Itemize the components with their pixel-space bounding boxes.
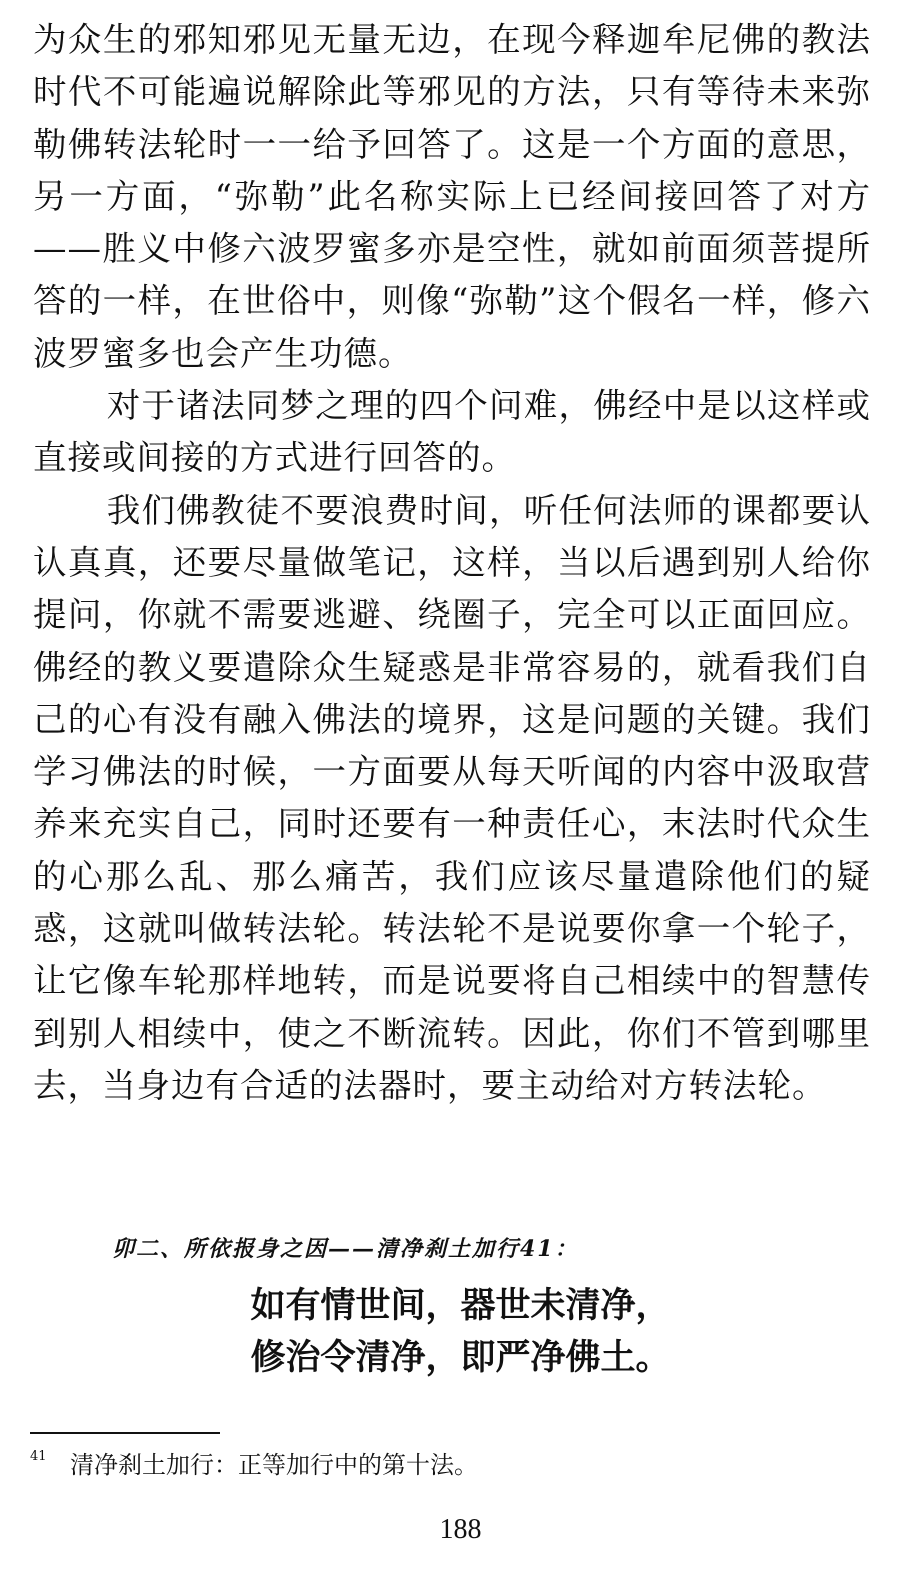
footnote-divider: [30, 1432, 220, 1434]
verse-line-2: 修治令清净，即严净佛土。: [250, 1337, 671, 1378]
paragraph-1: 为众生的邪知邪见无量无边，在现今释迦牟尼佛的教法时代不可能遍说解除此等邪见的方法，只有等待未来弥勒佛转法轮时一一给予回答了。这是一个方面的意思，另一方面，“弥勒”此名称实际上已经间接回答了对方——胜义中修六波罗蜜多亦是空性，就如前面须菩提所答的一样，在世俗中，则像“弥勒”这个假名一样，修六波罗蜜多也会产生功德。: [33, 20, 871, 373]
verse-block: [0, 1280, 921, 1384]
verse-line-1: 如有情世间，器世未清净，: [250, 1285, 671, 1326]
body-text: [33, 14, 871, 1112]
paragraph-2: 对于诸法同梦之理的四个问难，佛经中是以这样或直接或间接的方式进行回答的。: [33, 386, 871, 478]
footnote: [30, 1447, 880, 1483]
page-number: 188: [439, 1514, 482, 1545]
footnote-text: 清净刹土加行：正等加行中的第十法。: [70, 1451, 478, 1479]
section-heading: 卯二、所依报身之因——清净刹土加行41：: [112, 1236, 579, 1262]
footnote-marker: 41: [30, 1449, 47, 1464]
paragraph-3: 我们佛教徒不要浪费时间，听任何法师的课都要认认真真，还要尽量做笔记，这样，当以后遇到别人给你提问，你就不需要逃避、绕圈子，完全可以正面回应。佛经的教义要遣除众生疑惑是非常容易的，就看我们自己的心有没有融入佛法的境界，这是问题的关键。我们学习佛法的时候，一方面要从每天听闻的内容中汲取营养来充实自己，同时还要有一种责任心，末法时代众生的心那么乱、那么痛苦，我们应该尽量遣除他们的疑惑，这就叫做转法轮。转法轮不是说要你拿一个轮子，让它像车轮那样地转，而是说要将自己相续中的智慧传到别人相续中，使之不断流转。因此，你们不管到哪里去，当身边有合适的法器时，要主动给对方转法轮。: [33, 490, 871, 1105]
